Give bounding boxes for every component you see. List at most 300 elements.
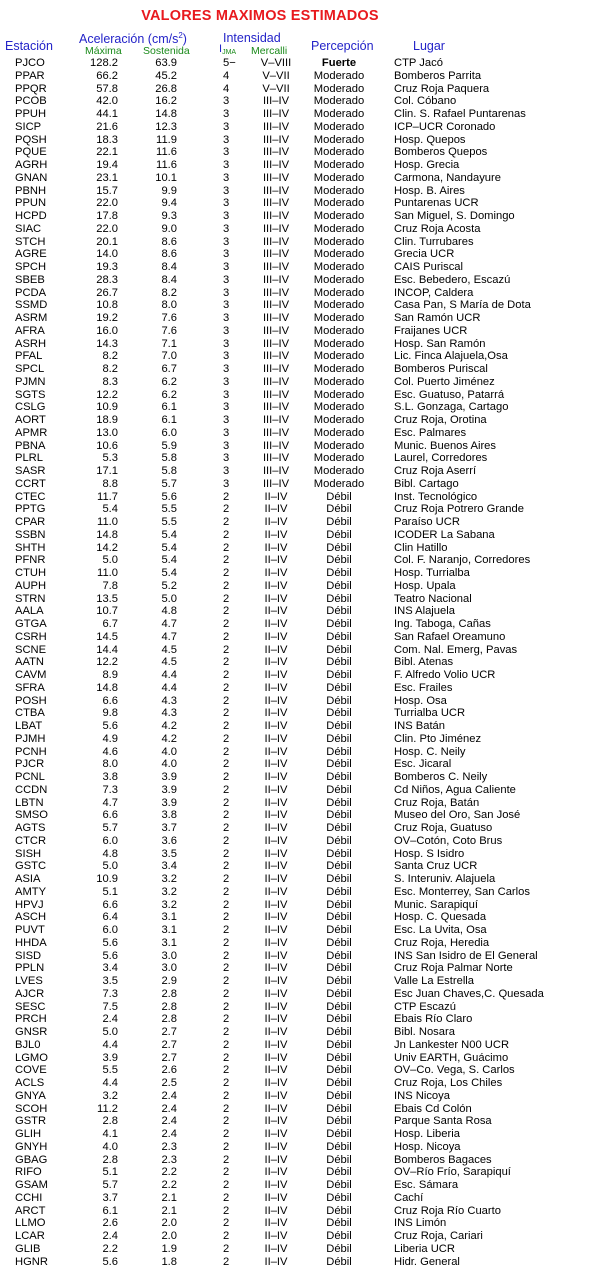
table-row xyxy=(0,121,590,134)
cell-sostenida: 5.4 xyxy=(161,554,177,567)
cell-lugar: San Ramón UCR xyxy=(394,312,481,324)
cell-mercalli: III–IV xyxy=(262,312,290,324)
cell-sostenida: 2.4 xyxy=(161,1102,177,1115)
cell-ijma: 2 xyxy=(223,1064,230,1077)
cell-maxima: 14.8 xyxy=(96,681,118,694)
table-row xyxy=(0,746,590,759)
cell-maxima: 5.0 xyxy=(102,554,118,567)
table-row xyxy=(0,223,590,236)
cell-mercalli: III–IV xyxy=(262,133,290,146)
cell-estacion: AGRE xyxy=(15,248,47,261)
cell-sostenida: 10.1 xyxy=(155,171,177,184)
cell-percepcion: Débil xyxy=(326,1217,352,1230)
header-aceleracion-text: Aceleración (cm/s xyxy=(79,32,179,47)
cell-percepcion: Moderado xyxy=(313,477,365,490)
table-row xyxy=(0,656,590,669)
cell-estacion: SASR xyxy=(15,465,46,477)
cell-ijma: 3 xyxy=(223,261,230,273)
cell-sostenida: 5.5 xyxy=(161,516,177,528)
cell-ijma: 3 xyxy=(223,312,230,324)
cell-sostenida: 6.1 xyxy=(161,414,177,426)
cell-sostenida: 3.1 xyxy=(161,924,177,936)
cell-lugar: Cruz Roja, Guatuso xyxy=(394,822,493,834)
cell-ijma: 2 xyxy=(223,1230,230,1242)
cell-lugar: Laurel, Corredores xyxy=(394,452,488,465)
cell-maxima: 8.8 xyxy=(102,477,118,490)
cell-ijma: 3 xyxy=(223,375,230,388)
cell-lugar: Clin. S. Rafael Puntarenas xyxy=(394,108,526,120)
cell-ijma: 2 xyxy=(223,1255,230,1268)
cell-maxima: 10.9 xyxy=(96,873,118,885)
table-row xyxy=(0,797,590,810)
cell-maxima: 42.0 xyxy=(96,95,118,108)
cell-maxima: 28.3 xyxy=(96,273,118,286)
table-row xyxy=(0,899,590,912)
cell-ijma: 3 xyxy=(223,133,230,146)
cell-sostenida: 7.6 xyxy=(161,312,177,324)
cell-mercalli: II–IV xyxy=(264,745,288,758)
cell-sostenida: 7.1 xyxy=(161,337,177,350)
cell-sostenida: 4.2 xyxy=(161,720,177,732)
cell-sostenida: 2.1 xyxy=(161,1204,177,1217)
cell-sostenida: 4.4 xyxy=(161,669,177,681)
cell-ijma: 2 xyxy=(223,822,230,834)
cell-percepcion: Débil xyxy=(326,579,352,592)
cell-estacion: LBTN xyxy=(15,796,44,809)
table-row xyxy=(0,1064,590,1077)
cell-sostenida: 3.9 xyxy=(161,771,177,783)
cell-sostenida: 5.5 xyxy=(161,503,177,516)
cell-ijma: 2 xyxy=(223,1051,230,1064)
cell-ijma: 2 xyxy=(223,962,230,975)
cell-percepcion: Débil xyxy=(326,681,352,694)
cell-ijma: 2 xyxy=(223,630,230,643)
cell-lugar: Col. Puerto Jiménez xyxy=(394,375,495,388)
cell-ijma: 2 xyxy=(223,618,230,630)
cell-estacion: CTEC xyxy=(15,490,46,503)
cell-mercalli: III–IV xyxy=(262,248,290,261)
cell-estacion: GLIB xyxy=(15,1242,41,1255)
cell-lugar: Carmona, Nandayure xyxy=(394,171,501,184)
cell-maxima: 11.7 xyxy=(97,490,118,503)
cell-maxima: 12.2 xyxy=(96,656,118,669)
table-row xyxy=(0,376,590,389)
cell-ijma: 2 xyxy=(223,834,230,847)
cell-ijma: 2 xyxy=(223,681,230,694)
cell-percepcion: Moderado xyxy=(313,222,365,235)
cell-estacion: PJCR xyxy=(15,758,45,771)
cell-percepcion: Débil xyxy=(326,834,352,847)
table-row xyxy=(0,1103,590,1116)
cell-percepcion: Moderado xyxy=(313,401,365,414)
cell-mercalli: II–IV xyxy=(264,1051,288,1064)
cell-sostenida: 5.6 xyxy=(161,490,177,503)
cell-mercalli: II–IV xyxy=(264,694,288,707)
table-row xyxy=(0,733,590,746)
cell-estacion: SPCH xyxy=(15,261,47,273)
cell-mercalli: II–IV xyxy=(264,605,288,618)
cell-percepcion: Moderado xyxy=(313,261,365,273)
cell-percepcion: Débil xyxy=(326,1128,352,1140)
cell-estacion: CAVM xyxy=(15,669,47,681)
cell-percepcion: Moderado xyxy=(313,363,365,375)
cell-ijma: 2 xyxy=(223,503,230,516)
cell-percepcion: Moderado xyxy=(313,452,365,465)
cell-maxima: 2.8 xyxy=(102,1115,118,1128)
table-row xyxy=(0,1205,590,1218)
table-row xyxy=(0,1115,590,1128)
cell-ijma: 2 xyxy=(223,1242,230,1255)
cell-sostenida: 16.2 xyxy=(155,95,177,108)
cell-sostenida: 5.8 xyxy=(161,465,177,477)
cell-ijma: 2 xyxy=(223,1115,230,1128)
cell-estacion: GNYA xyxy=(15,1089,46,1102)
cell-ijma: 3 xyxy=(223,465,230,477)
stations-table xyxy=(0,57,590,1268)
cell-estacion: SISH xyxy=(15,847,42,860)
table-row xyxy=(0,962,590,975)
cell-percepcion: Moderado xyxy=(313,248,365,261)
cell-lugar: Esc. Guatuso, Patarrá xyxy=(394,388,505,401)
cell-mercalli: III–IV xyxy=(262,401,290,414)
cell-lugar: Clin. Turrubares xyxy=(394,235,474,248)
cell-maxima: 4.9 xyxy=(102,732,118,745)
cell-sostenida: 4.7 xyxy=(161,618,177,630)
table-row xyxy=(0,593,590,606)
cell-mercalli: III–IV xyxy=(262,197,290,210)
cell-lugar: OV–Cotón, Coto Brus xyxy=(394,834,503,847)
cell-estacion: PBNH xyxy=(15,184,47,197)
cell-ijma: 2 xyxy=(223,1013,230,1026)
cell-estacion: CSRH xyxy=(15,630,47,643)
cell-lugar: S.L. Gonzaga, Cartago xyxy=(394,401,509,414)
header-lugar: Lugar xyxy=(413,39,445,53)
cell-estacion: PPAR xyxy=(15,69,45,82)
cell-mercalli: II–IV xyxy=(264,847,288,860)
table-row xyxy=(0,248,590,261)
cell-sostenida: 11.9 xyxy=(156,133,177,146)
cell-estacion: AGRH xyxy=(15,159,48,171)
cell-percepcion: Moderado xyxy=(313,414,365,426)
table-row xyxy=(0,350,590,363)
cell-maxima: 44.1 xyxy=(96,108,118,120)
cell-estacion: STCH xyxy=(15,235,46,248)
cell-maxima: 22.1 xyxy=(96,146,118,159)
cell-mercalli: II–IV xyxy=(264,873,288,885)
cell-estacion: PFAL xyxy=(15,350,43,363)
cell-percepcion: Moderado xyxy=(313,299,365,312)
cell-ijma: 2 xyxy=(223,911,230,924)
cell-mercalli: II–IV xyxy=(264,1230,288,1242)
cell-maxima: 4.4 xyxy=(102,1038,118,1051)
cell-mercalli: V–VII xyxy=(262,69,290,82)
cell-lugar: Cruz Roja Paquera xyxy=(394,82,490,95)
cell-mercalli: II–IV xyxy=(264,796,288,809)
cell-lugar: San Miguel, S. Domingo xyxy=(394,210,515,222)
cell-ijma: 3 xyxy=(223,197,230,210)
table-row xyxy=(0,1217,590,1230)
cell-ijma: 2 xyxy=(223,656,230,669)
cell-ijma: 2 xyxy=(223,1191,230,1204)
cell-ijma: 2 xyxy=(223,707,230,720)
cell-estacion: HHDA xyxy=(15,936,47,949)
table-row xyxy=(0,95,590,108)
cell-sostenida: 63.9 xyxy=(155,57,177,69)
cell-estacion: PPUN xyxy=(15,197,47,210)
cell-maxima: 12.2 xyxy=(96,388,118,401)
cell-maxima: 8.9 xyxy=(102,669,118,681)
table-row xyxy=(0,503,590,516)
cell-ijma: 2 xyxy=(223,809,230,822)
table-row xyxy=(0,886,590,899)
cell-percepcion: Débil xyxy=(326,1115,352,1128)
cell-lugar: Cruz Roja, Batán xyxy=(394,796,480,809)
cell-estacion: LCAR xyxy=(15,1230,45,1242)
cell-estacion: CTBA xyxy=(15,707,45,720)
cell-ijma: 2 xyxy=(223,975,230,987)
table-row xyxy=(0,771,590,784)
cell-ijma: 2 xyxy=(223,885,230,898)
table-row xyxy=(0,427,590,440)
cell-percepcion: Moderado xyxy=(313,82,365,95)
cell-lugar: Esc. Monterrey, San Carlos xyxy=(394,885,530,898)
table-row xyxy=(0,197,590,210)
cell-ijma: 2 xyxy=(223,541,230,554)
table-row xyxy=(0,605,590,618)
cell-maxima: 14.4 xyxy=(96,643,118,656)
cell-lugar: Cruz Roja, Orotina xyxy=(394,414,487,426)
table-row xyxy=(0,554,590,567)
cell-mercalli: II–IV xyxy=(264,949,288,962)
table-row xyxy=(0,465,590,478)
cell-percepcion: Débil xyxy=(326,707,352,720)
cell-percepcion: Débil xyxy=(326,1038,352,1051)
cell-lugar: INS Nicoya xyxy=(394,1089,450,1102)
cell-lugar: Hosp. Liberia xyxy=(394,1128,460,1140)
cell-maxima: 22.0 xyxy=(96,197,118,210)
cell-percepcion: Débil xyxy=(326,1102,352,1115)
cell-estacion: HPVJ xyxy=(15,898,44,911)
cell-estacion: PPUH xyxy=(15,108,47,120)
cell-lugar: CTP Escazú xyxy=(394,1000,456,1013)
table-row xyxy=(0,618,590,631)
cell-lugar: INS Limón xyxy=(394,1217,447,1230)
cell-lugar: Univ EARTH, Guácimo xyxy=(394,1051,509,1064)
cell-mercalli: II–IV xyxy=(264,618,288,630)
cell-ijma: 2 xyxy=(223,554,230,567)
cell-lugar: Hosp. Nicoya xyxy=(394,1140,461,1153)
cell-lugar: OV–Co. Vega, S. Carlos xyxy=(394,1064,515,1077)
cell-mercalli: III–IV xyxy=(262,426,290,439)
cell-sostenida: 3.2 xyxy=(161,898,177,911)
cell-mercalli: II–IV xyxy=(264,1000,288,1013)
cell-percepcion: Débil xyxy=(326,1153,352,1166)
cell-percepcion: Débil xyxy=(326,1077,352,1089)
table-row xyxy=(0,1090,590,1103)
cell-lugar: INS San Isidro de El General xyxy=(394,949,538,962)
cell-mercalli: II–IV xyxy=(264,962,288,975)
cell-percepcion: Débil xyxy=(326,1026,352,1038)
cell-maxima: 4.6 xyxy=(102,745,118,758)
cell-lugar: Cruz Roja Aserrí xyxy=(394,465,477,477)
cell-ijma: 3 xyxy=(223,273,230,286)
cell-maxima: 7.5 xyxy=(102,1000,118,1013)
header-percepcion: Percepción xyxy=(311,39,374,53)
cell-mercalli: II–IV xyxy=(264,1153,288,1166)
cell-maxima: 5.6 xyxy=(102,1255,118,1268)
cell-ijma: 3 xyxy=(223,159,230,171)
table-row xyxy=(0,1192,590,1205)
cell-sostenida: 7.0 xyxy=(161,350,177,363)
cell-mercalli: II–IV xyxy=(264,885,288,898)
cell-percepcion: Moderado xyxy=(313,210,365,222)
cell-mercalli: II–IV xyxy=(264,936,288,949)
cell-maxima: 2.4 xyxy=(102,1230,118,1242)
cell-percepcion: Moderado xyxy=(313,235,365,248)
cell-percepcion: Débil xyxy=(326,694,352,707)
cell-percepcion: Débil xyxy=(326,771,352,783)
cell-percepcion: Débil xyxy=(326,541,352,554)
table-row xyxy=(0,1013,590,1026)
cell-mercalli: III–IV xyxy=(262,324,290,337)
cell-lugar: ICP–UCR Coronado xyxy=(394,120,496,133)
cell-percepcion: Moderado xyxy=(313,146,365,159)
cell-mercalli: III–IV xyxy=(262,171,290,184)
cell-ijma: 3 xyxy=(223,363,230,375)
cell-ijma: 2 xyxy=(223,1026,230,1038)
cell-lugar: Hosp. Osa xyxy=(394,694,447,707)
cell-mercalli: II–IV xyxy=(264,1140,288,1153)
cell-mercalli: II–IV xyxy=(264,1179,288,1191)
cell-maxima: 11.0 xyxy=(97,516,118,528)
cell-percepcion: Débil xyxy=(326,822,352,834)
cell-lugar: Esc. La Uvita, Osa xyxy=(394,924,487,936)
cell-percepcion: Débil xyxy=(326,1179,352,1191)
cell-percepcion: Moderado xyxy=(313,171,365,184)
table-row xyxy=(0,529,590,542)
cell-mercalli: II–IV xyxy=(264,707,288,720)
cell-mercalli: III–IV xyxy=(262,414,290,426)
cell-mercalli: III–IV xyxy=(262,222,290,235)
cell-estacion: CTUH xyxy=(15,567,47,579)
cell-sostenida: 2.8 xyxy=(161,987,177,1000)
cell-ijma: 2 xyxy=(223,924,230,936)
table-row xyxy=(0,682,590,695)
cell-ijma: 2 xyxy=(223,605,230,618)
cell-sostenida: 2.9 xyxy=(161,975,177,987)
cell-ijma: 3 xyxy=(223,426,230,439)
cell-lugar: Bibl. Atenas xyxy=(394,656,454,669)
cell-estacion: LVES xyxy=(15,975,43,987)
cell-lugar: Esc. Jicaral xyxy=(394,758,452,771)
cell-mercalli: III–IV xyxy=(262,184,290,197)
cell-estacion: AFRA xyxy=(15,324,45,337)
cell-estacion: CCDN xyxy=(15,783,48,796)
cell-estacion: HCPD xyxy=(15,210,47,222)
cell-estacion: SSBN xyxy=(15,528,46,541)
cell-estacion: ASIA xyxy=(15,873,41,885)
table-row xyxy=(0,414,590,427)
cell-maxima: 14.3 xyxy=(96,337,118,350)
cell-lugar: Jn Lankester N00 UCR xyxy=(394,1038,510,1051)
cell-maxima: 7.3 xyxy=(102,783,118,796)
cell-sostenida: 5.4 xyxy=(161,541,177,554)
cell-mercalli: II–IV xyxy=(264,898,288,911)
table-row xyxy=(0,1077,590,1090)
cell-maxima: 2.2 xyxy=(102,1242,118,1255)
cell-estacion: PCNL xyxy=(15,771,45,783)
cell-maxima: 21.6 xyxy=(96,120,118,133)
cell-mercalli: III–IV xyxy=(262,375,290,388)
cell-maxima: 5.7 xyxy=(102,1179,118,1191)
cell-estacion: CSLG xyxy=(15,401,46,414)
cell-mercalli: III–IV xyxy=(262,299,290,312)
header-aceleracion-sup: 2 xyxy=(178,31,183,40)
table-row xyxy=(0,631,590,644)
cell-ijma: 2 xyxy=(223,783,230,796)
header-ijma-sub: JMA xyxy=(222,49,237,56)
cell-ijma: 3 xyxy=(223,350,230,363)
cell-estacion: PCNH xyxy=(15,745,47,758)
cell-lugar: Cruz Roja Acosta xyxy=(394,222,481,235)
cell-lugar: F. Alfredo Volio UCR xyxy=(394,669,496,681)
cell-ijma: 2 xyxy=(223,796,230,809)
cell-sostenida: 3.2 xyxy=(161,873,177,885)
cell-lugar: Hosp. Upala xyxy=(394,579,456,592)
cell-sostenida: 8.0 xyxy=(161,299,177,312)
cell-ijma: 2 xyxy=(223,771,230,783)
cell-estacion: SSMD xyxy=(15,299,48,312)
cell-maxima: 11.0 xyxy=(97,567,118,579)
cell-maxima: 6.0 xyxy=(102,834,118,847)
cell-estacion: GSTR xyxy=(15,1115,47,1128)
cell-lugar: Hosp. C. Neily xyxy=(394,745,466,758)
cell-lugar: Inst. Tecnológico xyxy=(394,490,478,503)
cell-lugar: Hosp. Quepos xyxy=(394,133,466,146)
cell-lugar: Hosp. Grecia xyxy=(394,159,460,171)
table-row xyxy=(0,924,590,937)
cell-mercalli: III–IV xyxy=(262,95,290,108)
cell-estacion: CCHI xyxy=(15,1191,43,1204)
table-row xyxy=(0,758,590,771)
cell-ijma: 2 xyxy=(223,1038,230,1051)
cell-sostenida: 3.0 xyxy=(161,949,177,962)
cell-percepcion: Débil xyxy=(326,567,352,579)
header-sostenida: Sostenida xyxy=(143,45,190,57)
cell-percepcion: Débil xyxy=(326,898,352,911)
cell-sostenida: 14.8 xyxy=(155,108,177,120)
cell-maxima: 5.6 xyxy=(102,936,118,949)
cell-mercalli: II–IV xyxy=(264,1242,288,1255)
cell-lugar: Cruz Roja Palmar Norte xyxy=(394,962,513,975)
cell-estacion: BJL0 xyxy=(15,1038,41,1051)
cell-ijma: 2 xyxy=(223,592,230,605)
cell-percepcion: Débil xyxy=(326,732,352,745)
cell-maxima: 10.8 xyxy=(96,299,118,312)
cell-percepcion: Débil xyxy=(326,987,352,1000)
cell-mercalli: II–IV xyxy=(264,592,288,605)
cell-percepcion: Débil xyxy=(326,1230,352,1242)
table-row xyxy=(0,707,590,720)
cell-mercalli: II–IV xyxy=(264,643,288,656)
cell-percepcion: Débil xyxy=(326,516,352,528)
cell-mercalli: III–IV xyxy=(262,108,290,120)
cell-percepcion: Débil xyxy=(326,847,352,860)
cell-lugar: Cruz Roja, Cariari xyxy=(394,1230,483,1242)
cell-estacion: SCNE xyxy=(15,643,47,656)
header-maxima: Máxima xyxy=(85,45,122,57)
cell-sostenida: 6.2 xyxy=(161,388,177,401)
